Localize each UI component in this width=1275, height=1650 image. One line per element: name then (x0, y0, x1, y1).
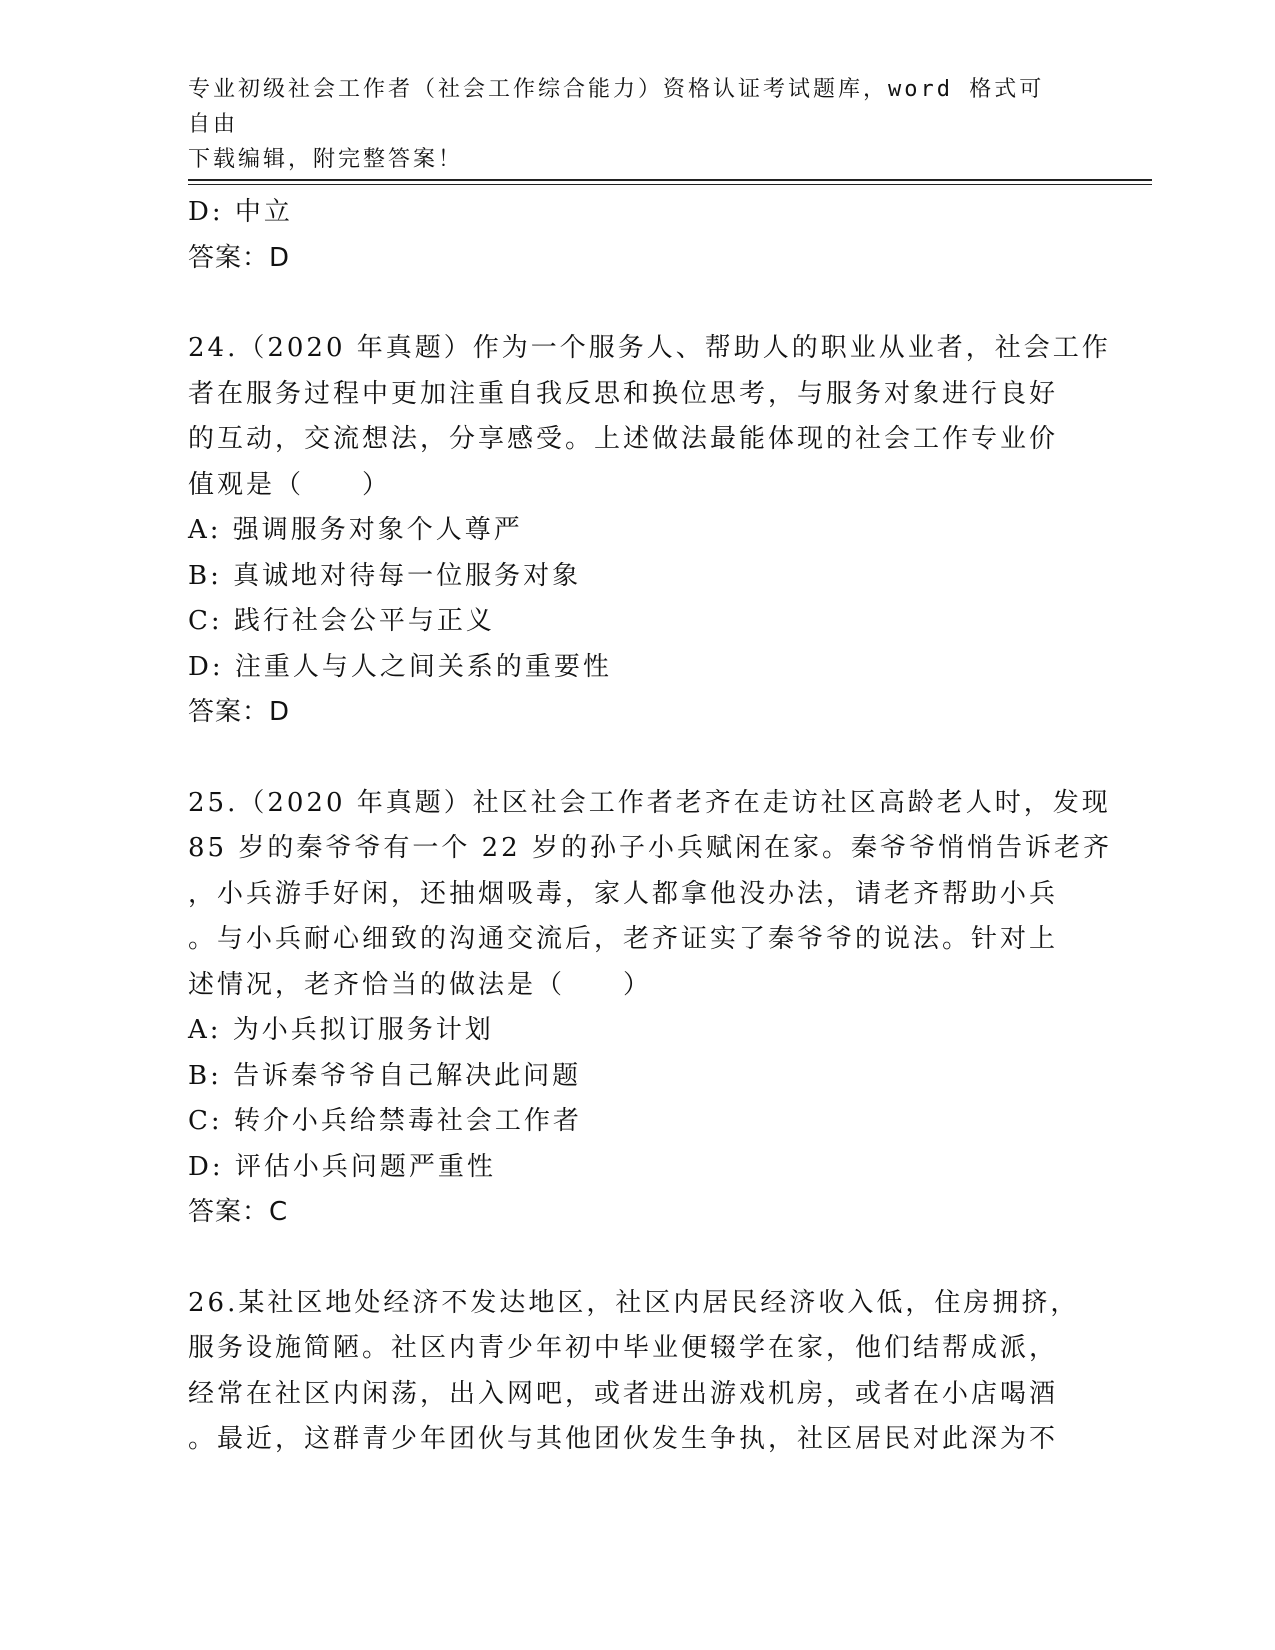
question-24-option-b: B: 真诚地对待每一位服务对象 (188, 560, 582, 591)
question-25-answer: 答案：C (188, 1197, 289, 1227)
question-25 (188, 781, 1112, 1236)
question-25-line: ，小兵游手好闲，还抽烟吸毒，家人都拿他没办法，请老齐帮助小兵 (188, 878, 1059, 909)
header-line-2: 下载编辑，附完整答案！ (188, 147, 464, 172)
question-24-line: 值观是（ ） (188, 469, 392, 500)
question-24-option-a: A: 强调服务对象个人尊严 (188, 515, 523, 545)
question-25-line: 25.（2020 年真题）社区社会工作者老齐在走访社区高龄老人时，发现 (188, 787, 1111, 818)
spacer (188, 281, 1088, 326)
spacer (188, 1236, 1088, 1281)
question-25-line: 。与小兵耐心细致的沟通交流后，老齐证实了秦爷爷的说法。针对上 (188, 924, 1059, 954)
question-26-line: 。最近，这群青少年团伙与其他团伙发生争执，社区居民对此深为不 (188, 1424, 1059, 1454)
prev-answer: 答案：D (188, 242, 291, 273)
question-25-option-c: C: 转介小兵给禁毒社会工作者 (188, 1106, 582, 1136)
question-25-option-a: A: 为小兵拟订服务计划 (188, 1015, 494, 1045)
question-24-line: 的互动，交流想法，分享感受。上述做法最能体现的社会工作专业价 (188, 424, 1059, 454)
question-24 (188, 326, 1111, 736)
header-rule-thick (188, 179, 1152, 181)
question-25-line: 85 岁的秦爷爷有一个 22 岁的孙子小兵赋闲在家。秦爷爷悄悄告诉老齐 (188, 833, 1112, 863)
question-26-line: 26.某社区地处经济不发达地区，社区内居民经济收入低，住房拥挤， (188, 1287, 1080, 1318)
question-24-option-d: D: 注重人与人之间关系的重要性 (188, 651, 612, 682)
header-rule-thin (188, 184, 1152, 185)
question-24-option-c: C: 践行社会公平与正义 (188, 606, 495, 636)
question-26-line: 服务设施简陋。社区内青少年初中毕业便辍学在家，他们结帮成派， (188, 1333, 1059, 1363)
question-25-line: 述情况，老齐恰当的做法是（ ） (188, 969, 653, 1000)
question-26-line: 经常在社区内闲荡，出入网吧，或者进出游戏机房，或者在小店喝酒 (188, 1378, 1059, 1409)
document-body (188, 190, 1112, 1463)
question-25-option-d: D: 评估小兵问题严重性 (188, 1151, 496, 1182)
question-26 (188, 1281, 1088, 1463)
document-header (188, 72, 1068, 177)
prev-option-d: D: 中立 (188, 197, 293, 227)
header-line-1: 专业初级社会工作者（社会工作综合能力）资格认证考试题库，word 格式可自由 (188, 77, 1045, 137)
question-24-answer: 答案：D (188, 697, 291, 727)
question-24-line: 者在服务过程中更加注重自我反思和换位思考，与服务对象进行良好 (188, 378, 1059, 409)
question-25-option-b: B: 告诉秦爷爷自己解决此问题 (188, 1060, 582, 1091)
question-24-line: 24.（2020 年真题）作为一个服务人、帮助人的职业从业者，社会工作 (188, 333, 1111, 363)
spacer (188, 736, 1088, 781)
